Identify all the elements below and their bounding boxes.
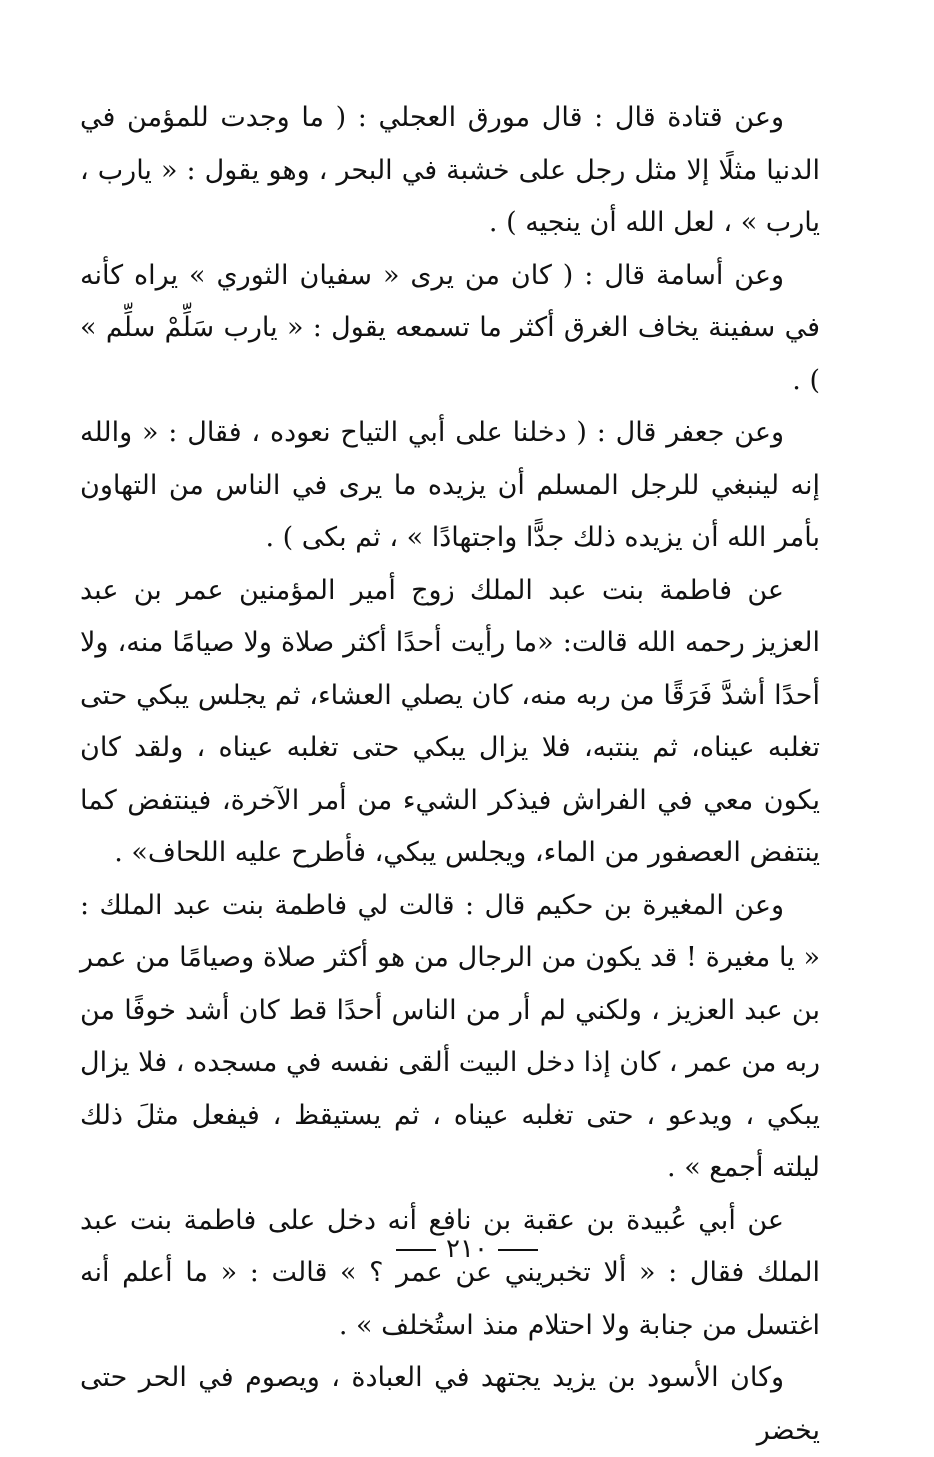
page-number-footer <box>0 1232 934 1266</box>
paragraph-3: وعن جعفر قال : ( دخلنا على أبي التياح نعوده ، فقال : « والله إنه لينبغي للرجل المسلم أن يزيده ما يرى في الناس من التهاون بأمر الله أن يزيده ذلك جدًّا واجتهادًا » ، ثم بكى ) . <box>80 417 820 553</box>
page-number: ٢١٠ <box>446 1234 488 1264</box>
paragraph-2: وعن أسامة قال : ( كان من يرى « سفيان الثوري » يراه كأنه في سفينة يخاف الغرق أكثر ما تسمعه يقول : « يارب سَلِّمْ سلِّم » ) . <box>80 259 820 396</box>
right-dash-divider <box>396 1249 436 1251</box>
paragraph-5: وعن المغيرة بن حكيم قال : قالت لي فاطمة بنت عبد الملك : « يا مغيرة ! قد يكون من الرجال من هو أكثر صلاة وصيامًا من عمر بن عبد العزيز ، ولكني لم أر من الناس أحدًا قط كان أشد خوفًا من ربه من عمر ، كان إذا دخل البيت ألقى نفسه في مسجده ، فلا يزال يبكي ، ويدعو ، حتى تغلبه عيناه ، ثم يستيقظ ، فيفعل مثلَ ذلك ليلته أجمع » . <box>80 889 820 1183</box>
paragraph-4: عن فاطمة بنت عبد الملك زوج أمير المؤمنين عمر بن عبد العزيز رحمه الله قالت: «ما رأيت أحدًا أكثر صلاة ولا صيامًا منه، ولا أحدًا أشدَّ فَرَقًا من ربه منه، كان يصلي العشاء، ثم يجلس يبكي حتى تغلبه عيناه، ثم ينتبه، فلا يزال يبكي حتى تغلبه عيناه ، ولقد كان يكون معي في الفراش فيذكر الشيء من أمر الآخرة، فينتفض كما ينتفض العصفور من الماء، ويجلس يبكي، فأطرح عليه اللحاف» . <box>80 574 820 868</box>
paragraph-7: وكان الأسود بن يزيد يجتهد في العبادة ، ويصوم في الحر حتى يخضر <box>80 1362 820 1446</box>
paragraph-6: عن أبي عُبيدة بن عقبة بن نافع أنه دخل على فاطمة بنت عبد الملك فقال : « ألا تخبريني عن عمر ؟ » قالت : « ما أعلم أنه اغتسل من جنابة ولا احتلام منذ استُخلف » . <box>80 1204 820 1341</box>
paragraph-1: وعن قتادة قال : قال مورق العجلي : ( ما وجدت للمؤمن في الدنيا مثلًا إلا مثل رجل على خشبة في البحر ، وهو يقول : « يارب ، يارب » ، لعل الله أن ينجيه ) . <box>80 102 820 238</box>
left-dash-divider <box>498 1249 538 1251</box>
